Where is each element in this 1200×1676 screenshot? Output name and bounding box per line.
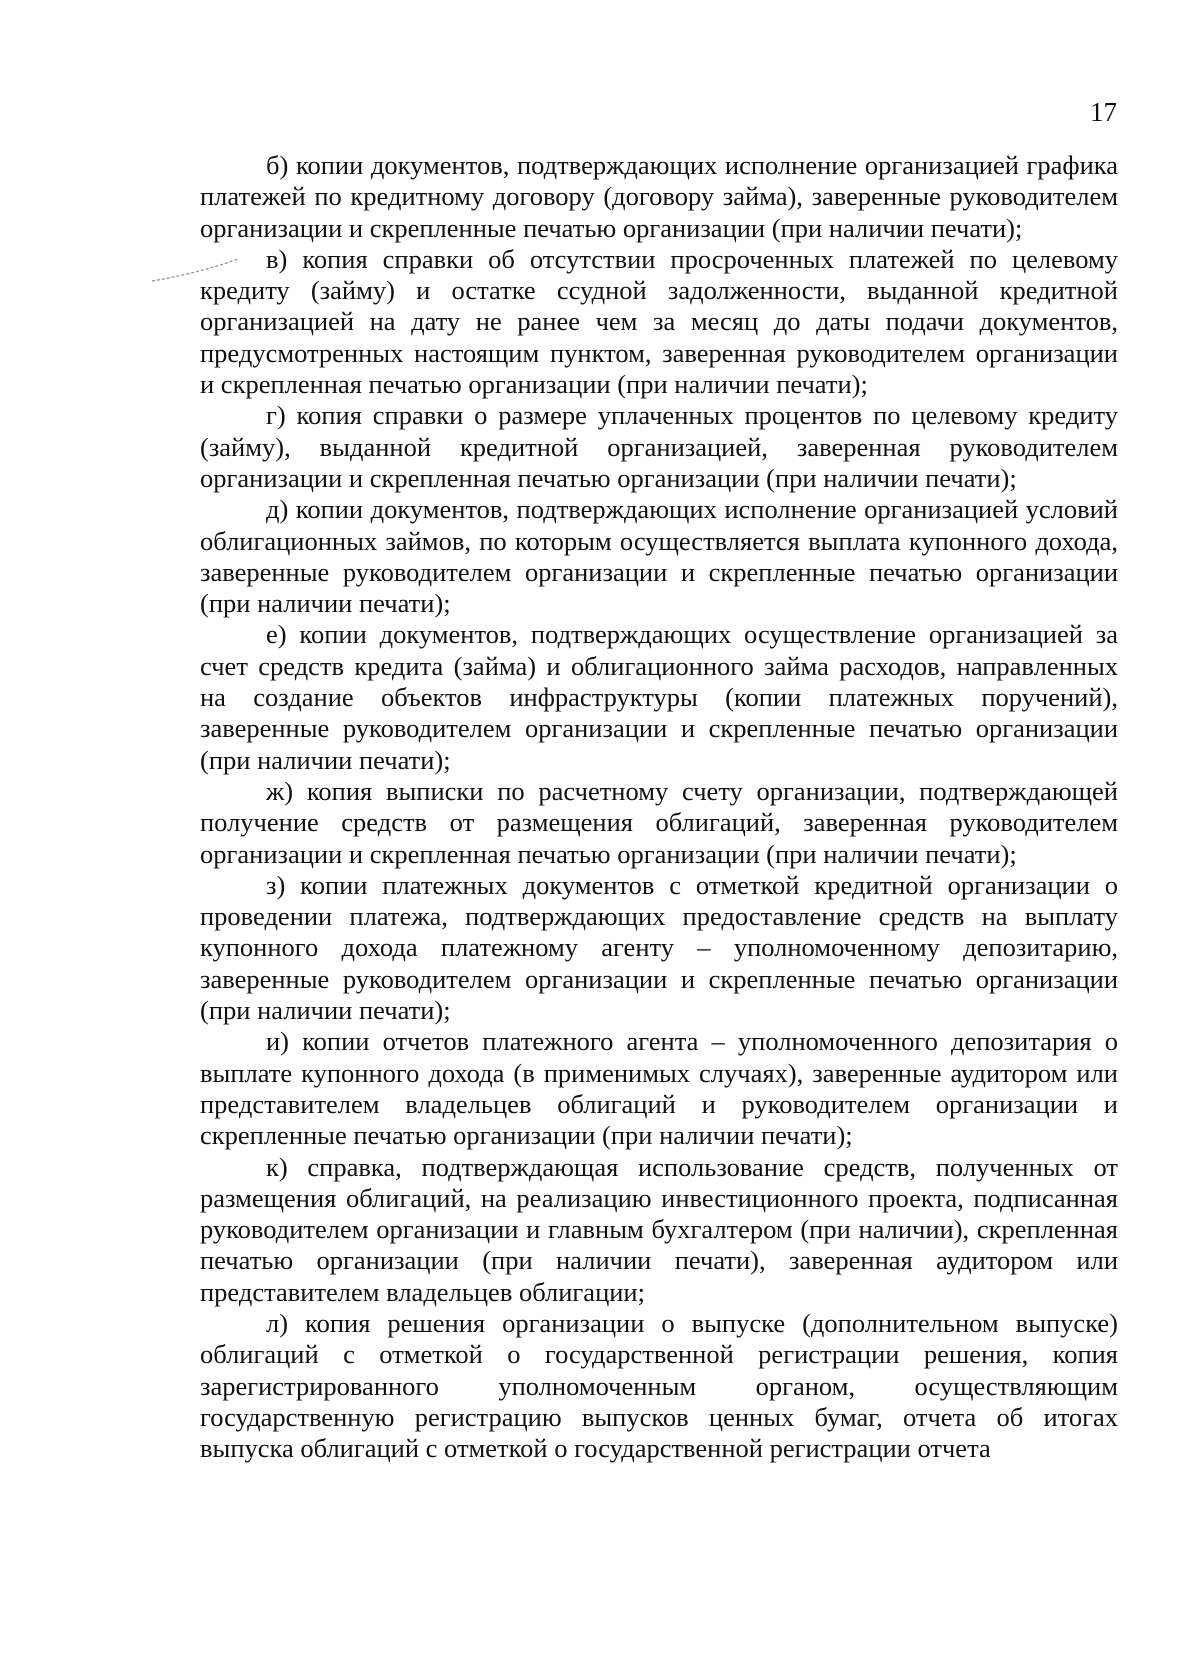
- paragraph-g: г) копия справки о размере уплаченных процентов по целевому кредиту (займу), выданной кредитной организацией, заверенная руководителем организации и скрепленная печатью организации (при наличии печати);: [200, 400, 1118, 493]
- document-body: [200, 150, 1118, 1464]
- paragraph-v: в) копия справки об отсутствии просроченных платежей по целевому кредиту (займу) и остатке ссудной задолженности, выданной кредитной организацией на дату не ранее чем за месяц до даты подачи документов, предусмотренных настоящим пунктом, заверенная руководителем организации и скрепленная печатью организации (при наличии печати);: [200, 243, 1118, 400]
- paragraph-i: и) копии отчетов платежного агента – уполномоченного депозитария о выплате купонного дохода (в применимых случаях), заверенные аудитором или представителем владельцев облигаций и руководителем организации и скрепленные печатью организации (при наличии печати);: [200, 1026, 1118, 1151]
- paragraph-b: б) копии документов, подтверждающих исполнение организацией графика платежей по кредитному договору (договору займа), заверенные руководителем организации и скрепленные печатью организации (при наличии печати);: [200, 150, 1118, 243]
- paragraph-zh: ж) копия выписки по расчетному счету организации, подтверждающей получение средств от размещения облигаций, заверенная руководителем организации и скрепленная печатью организации (при наличии печати);: [200, 775, 1118, 869]
- paragraph-l: л) копия решения организации о выпуске (дополнительном выпуске) облигаций с отметкой о государственной регистрации решения, копия зарегистрированного уполномоченным органом, осуществляющим государственную регистрацию выпусков ценных бумаг, отчета об итогах выпуска облигаций с отметкой о государственной регистрации отчета: [200, 1307, 1118, 1464]
- paragraph-d: д) копии документов, подтверждающих исполнение организацией условий облигационных займов, по которым осуществляется выплата купонного дохода, заверенные руководителем организации и скрепленные печатью организации (при наличии печати);: [200, 494, 1118, 619]
- paragraph-e: е) копии документов, подтверждающих осуществление организацией за счет средств кредита (займа) и облигационного займа расходов, направленных на создание объектов инфраструктуры (копии платежных поручений), заверенные руководителем организации и скрепленные печатью организации (при наличии печати);: [200, 619, 1118, 775]
- paragraph-k: к) справка, подтверждающая использование средств, полученных от размещения облигаций, на реализацию инвестиционного проекта, подписанная руководителем организации и главным бухгалтером (при наличии), скрепленная печатью организации (при наличии печати), заверенная аудитором или представителем владельцев облигации;: [200, 1151, 1118, 1307]
- paragraph-z: з) копии платежных документов с отметкой кредитной организации о проведении платежа, подтверждающих предоставление средств на выплату купонного дохода платежному агенту – уполномоченному депозитарию, заверенные руководителем организации и скрепленные печатью организации (при наличии печати);: [200, 869, 1118, 1026]
- page-number: 17: [1090, 97, 1117, 127]
